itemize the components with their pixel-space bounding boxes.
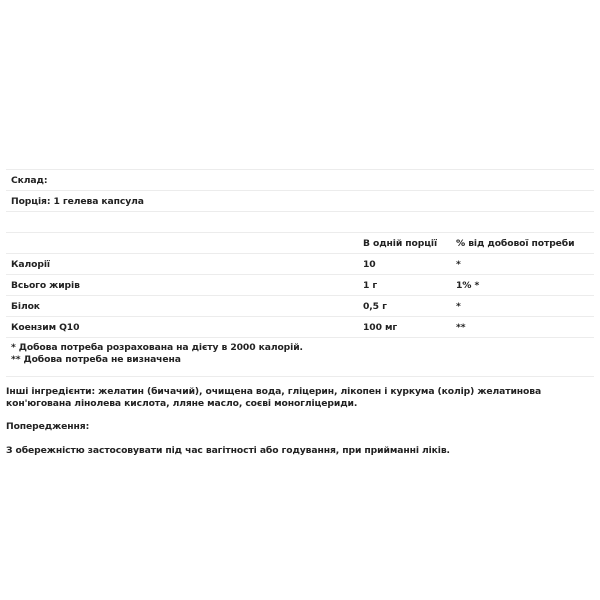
nutrient-amount: 100 мг (358, 317, 451, 338)
nutrient-amount: 1 г (358, 275, 451, 296)
composition-title: Склад: (6, 170, 594, 191)
other-ingredients: Інші інгредієнти: желатин (бичачий), очищена вода, гліцерин, лікопен і куркума (колір) желатинова кон'югована лінолева кислота, лляне масло, соєві моногліцериди. (6, 386, 542, 409)
nutrient-daily-value: 1% * (451, 275, 594, 296)
nutrient-name: Калорії (6, 254, 358, 275)
warnings-text: З обережністю застосовувати під час вагітності або годування, при прийманні ліків. (6, 444, 450, 456)
nutrient-amount: 10 (358, 254, 451, 275)
footnotes (6, 338, 594, 377)
composition-title-row (6, 170, 594, 191)
table-row (6, 254, 594, 275)
nutrient-daily-value: * (451, 296, 594, 317)
nutrient-name: Білок (6, 296, 358, 317)
table-row (6, 317, 594, 338)
serving-row (6, 191, 594, 212)
table-row (6, 275, 594, 296)
nutrient-daily-value: ** (451, 317, 594, 338)
header-name (6, 233, 358, 254)
nutrient-amount: 0,5 г (358, 296, 451, 317)
header-per-serving: В одній порції (358, 233, 451, 254)
footnotes-row (6, 338, 594, 377)
nutrient-name: Коензим Q10 (6, 317, 358, 338)
supplement-facts (6, 169, 594, 456)
footnote-daily-diet: * Добова потреба розрахована на дієту в 2000 калорій. (11, 342, 303, 353)
serving-size: Порція: 1 гелева капсула (6, 191, 594, 212)
composition-table (6, 169, 594, 377)
footnote-not-established: ** Добова потреба не визначена (11, 354, 181, 365)
table-header-row (6, 233, 594, 254)
table-row (6, 296, 594, 317)
spacer-row (6, 212, 594, 233)
nutrient-name: Всього жирів (6, 275, 358, 296)
nutrient-daily-value: * (451, 254, 594, 275)
warnings-title: Попередження: (6, 421, 90, 432)
header-daily-value: % від добової потреби (451, 233, 594, 254)
